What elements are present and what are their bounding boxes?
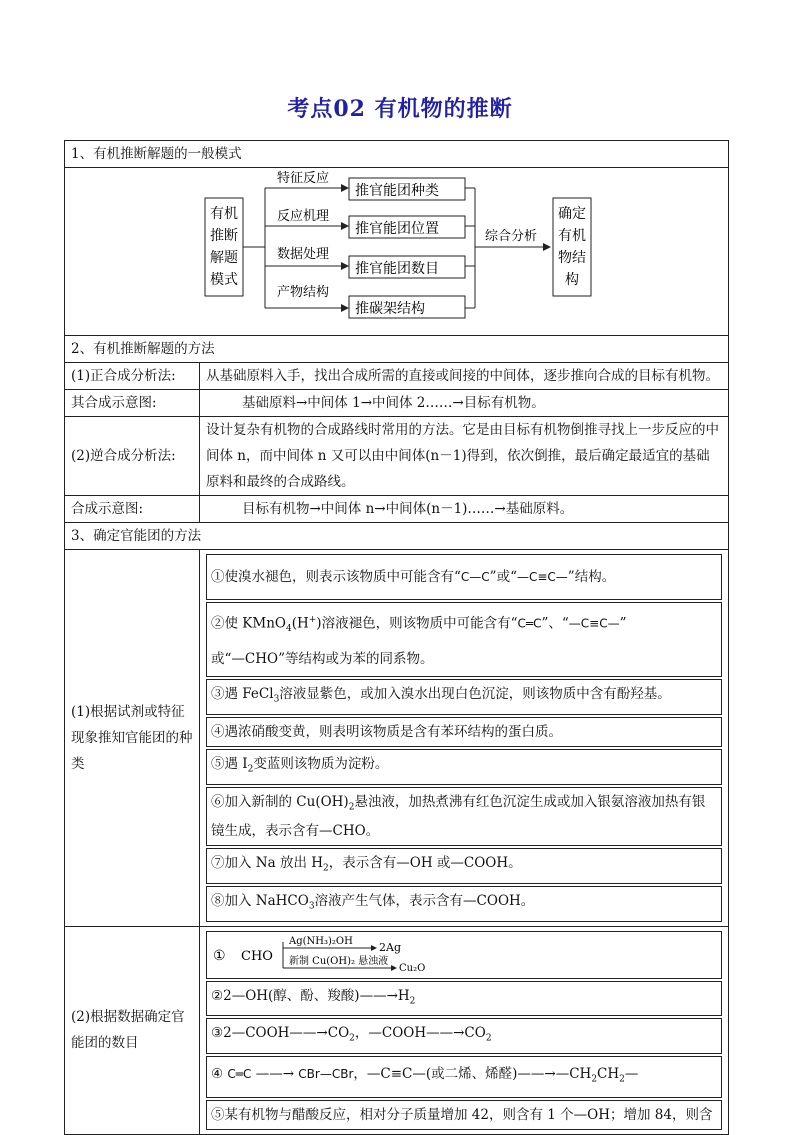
sub-2: 2 <box>485 1034 492 1044</box>
struct-triple-1: —C≡C— <box>516 570 568 584</box>
item-6 <box>206 787 722 847</box>
sub-3: 3 <box>308 901 315 912</box>
d1-bottom-prod: Cu₂O <box>399 962 426 974</box>
item-3-text-b: 溶液显紫色，或加入溴水出现白色沉淀，则该物质中含有酚羟基。 <box>279 686 671 703</box>
branch-2 <box>265 208 475 238</box>
sub-2: 2 <box>323 863 329 874</box>
section-heading-3: 3、确定官能团的方法 <box>65 523 729 550</box>
d1-bottom: 新制 Cu(OH)₂ 悬浊液 <box>289 955 389 967</box>
d1-num: ① <box>213 947 226 964</box>
d4-num: ④ <box>211 1066 224 1082</box>
left-box-line-4: 模式 <box>210 272 238 288</box>
merge-label: 综合分析 <box>485 229 538 244</box>
item-4: ④遇浓硝酸变黄，则表明该物质是含有苯环结构的蛋白质。 <box>206 717 722 747</box>
item-1-text-c: ”结构。 <box>567 569 616 585</box>
forward-text: 从基础原料入手，找出合成所需的直接或间接的中间体，逐步推向合成的目标有机物。 <box>200 363 729 390</box>
d1-top: Ag(NH₃)₂OH <box>289 935 353 947</box>
left-box-line-3: 解题 <box>210 250 238 266</box>
forward-diagram: 基础原料→中间体 1→中间体 2……→目标有机物。 <box>200 390 729 417</box>
page-title: 考点02 有机物的推断 <box>287 96 513 122</box>
sup-plus: + <box>308 615 317 625</box>
d1-top-prod: 2Ag <box>379 940 401 954</box>
item-1-text-a: ①使溴水褪色，则表示该物质中可能含有“ <box>211 569 461 585</box>
reverse-text: 设计复杂有机物的合成路线时常用的方法。它是由目标有机物倒推寻找上一步反应的中间体 n，而中间体 n 又可以由中间体(n－1)得到，依次倒推，最后确定最适宜的基础原料和最终的合成路线。 <box>200 417 729 496</box>
branch-1 <box>265 170 475 200</box>
section-heading-2: 2、有机推断解题的方法 <box>65 336 729 363</box>
forward-label: (1)正合成分析法: <box>65 363 200 390</box>
left-box-line-1: 有机 <box>210 206 238 222</box>
item-6-text-b: 悬浊液，加热煮沸有红色沉淀生成或加入银氨溶液加热有银镜生成，表示含有—CHO。 <box>211 793 706 840</box>
data-item-5: ⑤某有机物与醋酸反应，相对分子质量增加 42，则含有 1 个—OH；增加 84，则含 <box>206 1100 722 1130</box>
item-2-text-a: ②使 KMnO <box>211 615 286 632</box>
d4-struct-double: C═C <box>227 1067 252 1081</box>
branch-3 <box>265 246 475 278</box>
reverse-diagram-label: 合成示意图: <box>65 496 200 523</box>
item-1 <box>206 554 722 600</box>
item-2-text-f: 或“—CHO”等结构或为苯的同系物。 <box>211 651 434 668</box>
d4-product: CBr—CBr <box>298 1067 354 1081</box>
branch-label-2: 反应机理 <box>277 209 330 224</box>
sub-2: 2 <box>409 996 416 1007</box>
item-2-text-c: )溶液褪色，则该物质中可能含有“ <box>316 615 518 632</box>
branch-4 <box>265 284 475 318</box>
right-box-line-4: 构 <box>565 272 579 288</box>
item-5-text-a: ⑤遇 I <box>211 755 248 772</box>
sub-2: 2 <box>619 1074 625 1085</box>
item-3 <box>206 679 722 715</box>
section-heading-1: 1、有机推断解题的一般模式 <box>65 141 729 168</box>
item-6-text-a: ⑥加入新制的 Cu(OH) <box>211 793 349 810</box>
forward-diagram-label: 其合成示意图: <box>65 390 200 417</box>
item-2 <box>206 602 722 677</box>
item-7 <box>206 848 722 884</box>
branch-result-3: 推官能团数目 <box>355 261 439 277</box>
left-box-line-2: 推断 <box>210 228 238 244</box>
d4-tail3: — <box>624 1066 639 1082</box>
item-8-text-a: ⑧加入 NaHCO <box>211 892 309 909</box>
sub-2: 2 <box>349 1034 355 1044</box>
d3-text-b: ，—COOH——→CO <box>354 1025 486 1042</box>
branch-result-4: 推碳架结构 <box>355 301 425 317</box>
sub-2: 2 <box>348 802 355 813</box>
branch-result-1: 推官能团种类 <box>355 183 439 199</box>
item-2-text-e: ” <box>619 615 627 632</box>
reverse-diagram: 目标有机物→中间体 n→中间体(n－1)……→基础原料。 <box>200 496 729 523</box>
d3-text-a: ③2—COOH——→CO <box>211 1025 350 1042</box>
content-table <box>64 140 729 1135</box>
d4-tail2: CH <box>597 1066 620 1082</box>
group1-label: (1)根据试剂或特征现象推知官能团的种类 <box>65 550 200 927</box>
item-7-text-b: ，表示含有—OH 或—COOH。 <box>328 855 522 872</box>
d2-text: ②2—OH(醇、酚、羧酸)——→H <box>211 987 410 1004</box>
struct-double: C═C <box>517 616 542 631</box>
mode-diagram <box>65 168 728 326</box>
item-8 <box>206 886 722 922</box>
sub-2: 2 <box>591 1074 598 1085</box>
item-2-text-b: (H <box>291 615 309 632</box>
item-8-text-b: 溶液产生气体，表示含有—COOH。 <box>314 892 535 909</box>
d1-left: CHO <box>241 948 273 964</box>
item-7-text-a: ⑦加入 Na 放出 H <box>211 855 324 872</box>
item-5 <box>206 749 722 785</box>
right-box-line-3: 物结 <box>558 250 586 266</box>
branch-label-4: 产物结构 <box>277 285 330 300</box>
sub-4: 4 <box>285 624 292 635</box>
item-2-text-d: ”、“ <box>541 615 569 632</box>
reverse-label: (2)逆合成分析法: <box>65 417 200 496</box>
struct-triple-2: —C≡C— <box>568 616 620 631</box>
item-5-text-b: 变蓝则该物质为淀粉。 <box>253 755 389 772</box>
right-box-line-2: 有机 <box>558 228 586 244</box>
data-item-1 <box>206 931 722 979</box>
data-item-2 <box>206 981 722 1017</box>
group1-items <box>200 550 729 927</box>
aldehyde-reaction-diagram <box>211 934 511 976</box>
group2-items <box>200 926 729 1134</box>
right-box-line-1: 确定 <box>558 206 586 222</box>
sub-2: 2 <box>247 764 254 775</box>
branch-label-1: 特征反应 <box>277 171 330 186</box>
item-1-text-b: ”或“ <box>489 569 517 585</box>
branch-result-2: 推官能团位置 <box>355 221 439 237</box>
struct-cc-single: C—C <box>460 570 490 584</box>
branch-label-3: 数据处理 <box>277 247 330 262</box>
group2-label: (2)根据数据确定官能团的数目 <box>65 926 200 1134</box>
mode-diagram-cell <box>65 168 729 336</box>
data-item-3 <box>206 1018 722 1054</box>
d4-tail: ，—C≡C—(或二烯、烯醛)——→—CH <box>353 1066 592 1082</box>
d4-arrow: ——→ <box>255 1066 294 1082</box>
sub-3: 3 <box>273 694 280 705</box>
data-item-4 <box>206 1056 722 1098</box>
item-3-text-a: ③遇 FeCl <box>211 686 274 703</box>
